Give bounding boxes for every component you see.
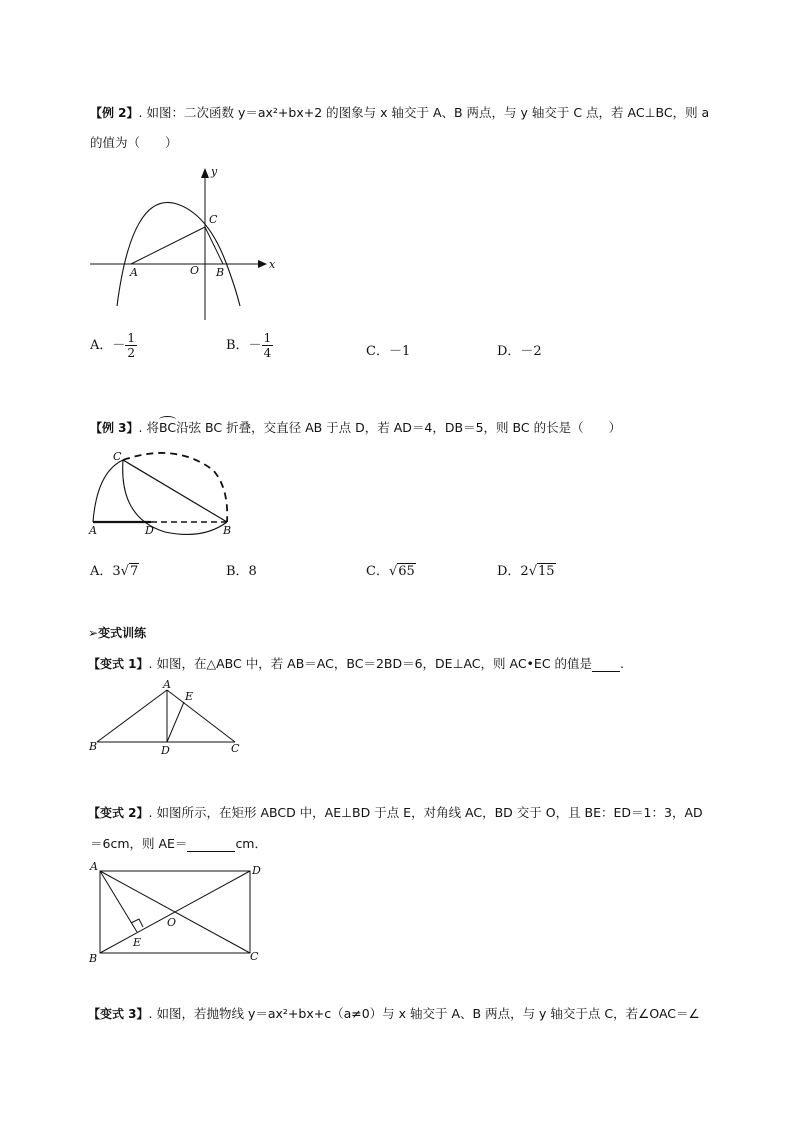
example-2-option-c: C．－1 — [366, 344, 411, 359]
arc-ac — [93, 460, 123, 522]
option-c-radicand: 65 — [398, 564, 415, 579]
folded-arc — [123, 460, 227, 534]
arrow-marker-icon: ➢ — [88, 626, 99, 640]
label-d: D — [161, 744, 170, 757]
section-title: 变式训练 — [98, 626, 147, 640]
label-e: E — [133, 936, 142, 949]
arc-cb-dashed — [123, 453, 227, 522]
label-o: O — [190, 264, 200, 277]
label-c: C — [209, 213, 218, 226]
option-c-sqrt: √65 — [388, 564, 415, 579]
option-a-prefix: A．－ — [90, 338, 126, 353]
option-b-fraction — [262, 332, 274, 359]
segment-ac — [167, 690, 235, 742]
label-c: C — [113, 450, 122, 463]
label-c: C — [231, 742, 240, 755]
option-d-sqrt: √15 — [528, 564, 555, 579]
example-2-option-b — [226, 332, 273, 359]
variant-2-label: 【变式 2】 — [88, 806, 149, 820]
variant-2-line-2-post: cm． — [235, 836, 267, 851]
example-2-line-2: 的值为（ ） — [90, 135, 178, 150]
x-axis-arrow-icon — [258, 260, 267, 268]
example-3-label: 【例 3】 — [90, 421, 139, 435]
label-b: B — [89, 952, 98, 965]
option-a-prefix: A．3 — [90, 564, 121, 579]
example-3-text-pre: . 将 — [138, 420, 159, 435]
option-a-numerator: 1 — [127, 331, 136, 345]
variant-2-rectangle-figure — [85, 858, 270, 966]
option-a-denominator: 2 — [127, 346, 136, 360]
y-axis-arrow-icon — [201, 168, 209, 178]
chord-cb — [123, 460, 227, 522]
example-3-fold-figure — [85, 448, 255, 538]
example-3-option-c — [366, 560, 416, 579]
example-3-line — [90, 418, 621, 436]
variant-1-label: 【变式 1】 — [88, 657, 149, 671]
option-c-prefix: C． — [366, 564, 389, 579]
label-a: A — [163, 678, 171, 691]
example-3-option-d — [497, 560, 556, 579]
variant-2-line-1 — [88, 803, 703, 821]
variant-1-line — [88, 654, 624, 672]
answer-blank[interactable] — [187, 851, 235, 852]
option-a-sqrt: √7 — [120, 564, 139, 579]
parabola-curve — [117, 202, 240, 306]
variant-2-text: . 如图所示，在矩形 ABCD 中，AE⊥BD 于点 E，对角线 AC，BD 交于 O，且 BE：ED＝1：3，AD — [148, 805, 703, 820]
option-a-radicand: 7 — [129, 564, 139, 579]
segment-ac — [131, 227, 205, 264]
variant-1-triangle-figure — [85, 678, 255, 760]
section-heading — [88, 624, 146, 641]
option-b-prefix: B．－ — [226, 338, 262, 353]
label-d: D — [145, 524, 154, 537]
example-2-option-a — [90, 332, 137, 359]
label-a: A — [90, 860, 98, 873]
example-3-text-post: 沿弦 BC 折叠，交直径 AB 于点 D，若 AD＝4，DB＝5，则 BC 的长是（ ） — [176, 420, 622, 435]
option-a-fraction — [125, 332, 137, 359]
segment-cb — [205, 227, 223, 264]
label-b: B — [216, 266, 225, 279]
label-a: A — [89, 524, 97, 537]
label-y: y — [211, 165, 218, 178]
label-b: B — [89, 740, 98, 753]
example-3-option-b: B．8 — [226, 564, 257, 579]
arc-bc-symbol: BC — [158, 420, 177, 435]
segment-de — [167, 702, 184, 742]
label-c: C — [250, 950, 259, 963]
option-d-radicand: 15 — [538, 564, 555, 579]
variant-2-line-2-pre: ＝6cm，则 AE＝ — [90, 836, 188, 851]
label-x: x — [269, 258, 276, 271]
option-b-numerator: 1 — [263, 331, 272, 345]
option-d-prefix: D．2 — [497, 564, 529, 579]
answer-blank[interactable] — [592, 671, 620, 672]
example-2-parabola-figure — [85, 160, 285, 328]
label-o: O — [167, 916, 177, 929]
example-2-option-d: D．－2 — [497, 344, 542, 359]
example-2-text: . 如图：二次函数 y＝ax²+bx+2 的图象与 x 轴交于 A、B 两点，与 y 轴交于 C 点，若 AC⊥BC，则 a — [138, 105, 710, 120]
option-b-denominator: 4 — [263, 346, 272, 360]
example-2-line-1 — [90, 103, 709, 121]
label-d: D — [252, 864, 261, 877]
variant-1-text: . 如图，在△ABC 中，若 AB＝AC，BC＝2BD＝6，DE⊥AC，则 AC•EC 的值是 — [148, 656, 593, 671]
variant-3-label: 【变式 3】 — [88, 1007, 149, 1021]
label-e: E — [185, 690, 194, 703]
label-a: A — [130, 266, 138, 279]
label-b: B — [223, 524, 232, 537]
variant-3-text: . 如图，若抛物线 y＝ax²+bx+c（a≠0）与 x 轴交于 A、B 两点，与 y 轴交于点 C，若∠OAC＝∠ — [148, 1006, 700, 1021]
variant-3-line — [88, 1004, 700, 1022]
example-3-option-a — [90, 560, 139, 579]
segment-ab — [97, 690, 167, 742]
variant-2-line-2 — [90, 834, 267, 852]
example-2-label: 【例 2】 — [90, 106, 139, 120]
variant-1-end: . — [620, 656, 625, 671]
